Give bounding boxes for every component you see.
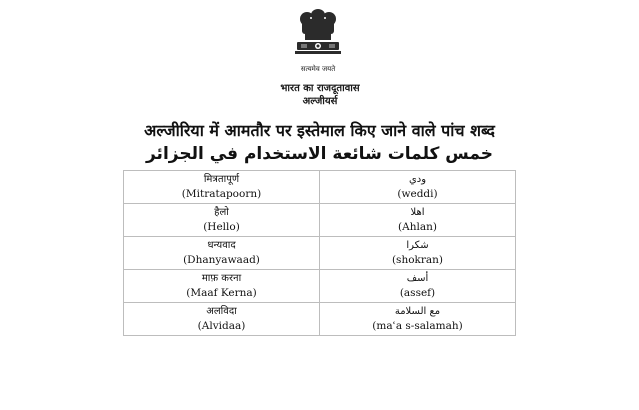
hindi-word: अलविदा [206,306,237,317]
table-row [124,237,516,270]
hindi-word-cell [124,270,320,303]
arabic-word-cell [320,204,516,237]
words-table [123,170,516,336]
table-row [124,204,516,237]
arabic-transliteration: (assef) [399,287,436,299]
page-title-arabic: خمس كلمات شائعة الاستخدام في الجزائر [145,144,493,164]
arabic-transliteration: (weddi) [397,188,438,200]
table-row [124,270,516,303]
arabic-word: اهلا [410,207,425,218]
arabic-transliteration: (maʿa s-salamah) [372,320,463,332]
arabic-word: ودي [408,174,427,185]
arabic-transliteration: (shokran) [391,254,444,266]
arabic-word: مع السلامة [394,306,441,317]
hindi-word: मित्रतापूर्ण [203,174,240,185]
hindi-transliteration: (Alvidaa) [197,320,246,332]
table-row [124,303,516,336]
arabic-word: أسف [406,273,429,284]
national-emblem-icon [291,6,345,64]
arabic-transliteration: (Ahlan) [398,221,437,233]
hindi-word: हैलो [214,207,229,218]
hindi-word-cell [124,204,320,237]
hindi-transliteration: (Mitratapoorn) [181,188,262,200]
embassy-city: अल्जीयर्स [302,96,338,107]
arabic-word-cell [320,171,516,204]
hindi-word: माफ़ करना [201,273,242,284]
table-row [124,171,516,204]
hindi-transliteration: (Hello) [203,221,240,233]
embassy-name: भारत का राजदूतावास [280,83,360,94]
hindi-word: धन्यवाद [207,240,236,251]
hindi-word-cell [124,303,320,336]
arabic-word-cell [320,237,516,270]
national-motto: सत्यमेव जयते [300,65,336,73]
hindi-transliteration: (Dhanyawaad) [183,254,260,266]
arabic-word-cell [320,303,516,336]
page-title-hindi: अल्जीरिया में आमतौर पर इस्तेमाल किए जाने वाले पांच शब्द [144,121,495,140]
hindi-word-cell [124,237,320,270]
arabic-word: شكرا [406,240,429,251]
arabic-word-cell [320,270,516,303]
hindi-word-cell [124,171,320,204]
hindi-transliteration: (Maaf Kerna) [186,287,257,299]
